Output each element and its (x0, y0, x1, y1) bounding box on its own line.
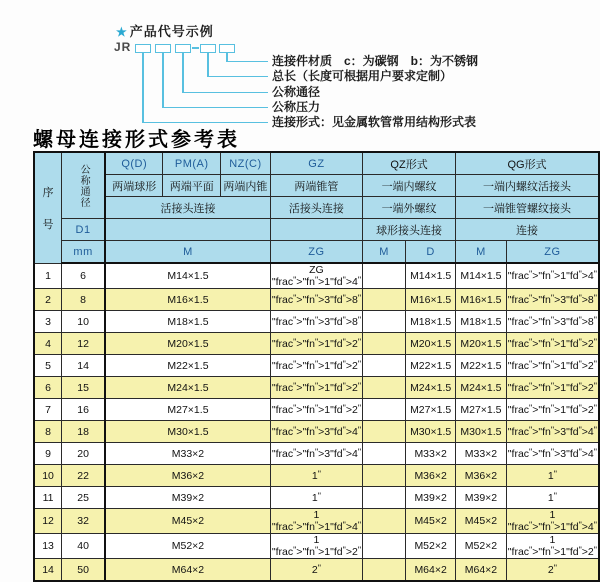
cell-qg-m: M20×1.5 (456, 333, 507, 355)
cell-qz-m (363, 311, 406, 333)
cell-qg-zg: "frac">"fn">1"fd">2" (506, 399, 599, 421)
cell-thread-zg: "frac">"fn">3"fd">8" (270, 311, 362, 333)
table-row (34, 509, 599, 534)
cell-thread-m: M16×1.5 (105, 289, 270, 311)
cell-seq: 10 (34, 465, 62, 487)
cell-qz-d: M39×2 (406, 487, 456, 509)
cell-qg-zg: 1" (506, 487, 599, 509)
connector-line (207, 53, 209, 77)
cell-thread-zg: "frac">"fn">1"fd">2" (270, 333, 362, 355)
header-thread-m: M (105, 241, 270, 264)
header-code-qz: QZ形式 (363, 152, 456, 175)
table-row (34, 465, 599, 487)
cell-qg-m: M27×1.5 (456, 399, 507, 421)
cell-seq: 7 (34, 399, 62, 421)
cell-qz-d: M64×2 (406, 559, 456, 582)
cell-thread-zg: "frac">"fn">3"fd">4" (270, 443, 362, 465)
code-dash (192, 47, 199, 49)
connector-line (182, 92, 268, 94)
header-code-nz: NZ(C) (220, 152, 270, 175)
cell-qz-m (363, 534, 406, 559)
star-icon: ★ (116, 25, 128, 39)
cell-thread-m: M14×1.5 (105, 263, 270, 289)
cell-qz-d: M30×1.5 (406, 421, 456, 443)
cell-qg-zg: 1 "frac">"fn">1"fd">4" (506, 509, 599, 534)
header-qg-connection: 连接 (456, 219, 599, 241)
code-box-3 (175, 44, 191, 53)
cell-thread-zg: 2" (270, 559, 362, 582)
cell-qg-m: M52×2 (456, 534, 507, 559)
header-empty-gz (270, 219, 362, 241)
header-desc-qg: 一端内螺纹活接头 (456, 175, 599, 197)
diagram-label-diameter: 公称通径 (272, 85, 321, 99)
table-body (34, 263, 599, 581)
code-prefix: JR (114, 40, 132, 54)
table-row (34, 534, 599, 559)
cell-qz-d: M24×1.5 (406, 377, 456, 399)
cell-nominal-mm: 25 (62, 487, 106, 509)
cell-qz-d: M27×1.5 (406, 399, 456, 421)
cell-seq: 9 (34, 443, 62, 465)
cell-qz-d: M14×1.5 (406, 263, 456, 289)
cell-qg-zg: "frac">"fn">1"fd">2" (506, 377, 599, 399)
header-code-q: Q(D) (105, 152, 163, 175)
cell-thread-m: M52×2 (105, 534, 270, 559)
cell-nominal-mm: 22 (62, 465, 106, 487)
product-code-heading-text: 产品代号示例 (129, 24, 214, 39)
cell-nominal-mm: 14 (62, 355, 106, 377)
cell-nominal-mm: 18 (62, 421, 106, 443)
cell-thread-zg: "frac">"fn">1"fd">2" (270, 377, 362, 399)
cell-seq: 1 (34, 263, 62, 289)
cell-thread-zg: 1 "frac">"fn">1"fd">2" (271, 534, 362, 558)
cell-nominal-mm: 6 (62, 263, 106, 289)
connector-line (162, 107, 268, 109)
cell-qg-m: M64×2 (456, 559, 507, 582)
cell-nominal-mm: 16 (62, 399, 106, 421)
cell-qg-zg: "frac">"fn">1"fd">2" (506, 355, 599, 377)
cell-thread-zg: ZG "frac">"fn">1"fd">4" (271, 264, 362, 288)
cell-thread-m: M64×2 (105, 559, 270, 582)
cell-thread-zg: "frac">"fn">3"fd">8" (270, 289, 362, 311)
cell-nominal-mm: 8 (62, 289, 106, 311)
cell-qz-d: M52×2 (406, 534, 456, 559)
cell-qg-m: M30×1.5 (456, 421, 507, 443)
cell-qz-m (363, 559, 406, 582)
header-nominal-diameter: 公称通径 (62, 152, 106, 219)
diagram-label-pressure: 公称压力 (272, 100, 321, 114)
header-gz-connection: 活接头连接 (270, 197, 362, 219)
cell-qz-m (363, 509, 406, 534)
table-row (34, 377, 599, 399)
cell-nominal-mm: 32 (62, 509, 106, 534)
header-qz-m: M (363, 241, 406, 264)
cell-qg-m: M16×1.5 (456, 289, 507, 311)
cell-qz-m (363, 377, 406, 399)
cell-thread-zg: "frac">"fn">1"fd">2" (270, 399, 362, 421)
header-seq-char1: 序 (42, 186, 54, 199)
cell-qg-zg: "frac">"fn">1"fd">2" (506, 333, 599, 355)
product-code-heading (116, 21, 214, 40)
header-thread-zg: ZG (270, 241, 362, 264)
cell-thread-zg: 1" (270, 487, 362, 509)
connector-line (226, 61, 268, 63)
cell-seq: 14 (34, 559, 62, 582)
cell-qg-zg: 1 "frac">"fn">1"fd">2" (506, 534, 599, 559)
cell-nominal-mm: 20 (62, 443, 106, 465)
cell-qg-zg: 2" (506, 559, 599, 582)
nut-connection-table (33, 151, 600, 582)
cell-qz-d: M33×2 (406, 443, 456, 465)
header-desc2-qg: 一端锥管螺纹接头 (456, 197, 599, 219)
cell-qg-m: M36×2 (456, 465, 507, 487)
cell-thread-zg: "frac">"fn">3"fd">4" (270, 421, 362, 443)
cell-seq: 12 (34, 509, 62, 534)
header-desc-nz: 两端内锥 (220, 175, 270, 197)
table-row (34, 399, 599, 421)
cell-seq: 4 (34, 333, 62, 355)
table-row (34, 289, 599, 311)
header-code-gz: GZ (270, 152, 362, 175)
cell-qz-d: M20×1.5 (406, 333, 456, 355)
code-box-4 (200, 44, 216, 53)
cell-thread-m: M22×1.5 (105, 355, 270, 377)
header-desc-gz: 两端锥管 (270, 175, 362, 197)
cell-thread-m: M30×1.5 (105, 421, 270, 443)
cell-qg-m: M45×2 (456, 509, 507, 534)
cell-thread-m: M24×1.5 (105, 377, 270, 399)
header-seq-char2: 号 (42, 218, 54, 231)
header-desc-q: 两端球形 (105, 175, 163, 197)
header-desc-pm: 两端平面 (163, 175, 221, 197)
cell-nominal-mm: 12 (62, 333, 106, 355)
header-unit-mm: mm (62, 241, 106, 264)
cell-qg-zg: "frac">"fn">3"fd">4" (506, 443, 599, 465)
cell-qg-m: M14×1.5 (456, 263, 507, 289)
connector-line (142, 53, 144, 123)
cell-qg-m: M18×1.5 (456, 311, 507, 333)
cell-qz-d: M36×2 (406, 465, 456, 487)
cell-qg-zg: "frac">"fn">1"fd">4" (506, 263, 599, 289)
table-row (34, 263, 599, 289)
cell-nominal-mm: 15 (62, 377, 106, 399)
cell-seq: 13 (34, 534, 62, 559)
cell-seq: 3 (34, 311, 62, 333)
header-empty-left (105, 219, 270, 241)
cell-qg-m: M39×2 (456, 487, 507, 509)
header-union-connection: 活接头连接 (105, 197, 270, 219)
cell-qz-m (363, 355, 406, 377)
cell-qz-m (363, 333, 406, 355)
cell-qz-m (363, 289, 406, 311)
cell-thread-zg: "frac">"fn">1"fd">2" (270, 355, 362, 377)
cell-qg-m: M22×1.5 (456, 355, 507, 377)
table-row (34, 311, 599, 333)
cell-qz-m (363, 399, 406, 421)
cell-nominal-mm: 50 (62, 559, 106, 582)
connector-line (162, 53, 164, 108)
header-desc-qz: 一端内螺纹 (363, 175, 456, 197)
cell-qz-d: M18×1.5 (406, 311, 456, 333)
table-header (34, 152, 599, 263)
cell-qz-m (363, 263, 406, 289)
cell-thread-m: M18×1.5 (105, 311, 270, 333)
cell-thread-m: M33×2 (105, 443, 270, 465)
cell-nominal-mm: 40 (62, 534, 106, 559)
header-qg-zg: ZG (506, 241, 599, 264)
cell-seq: 8 (34, 421, 62, 443)
header-seq (34, 152, 62, 263)
table-row (34, 421, 599, 443)
header-code-qg: QG形式 (456, 152, 599, 175)
header-qg-m: M (456, 241, 507, 264)
cell-qz-d: M16×1.5 (406, 289, 456, 311)
code-box-1 (135, 44, 151, 53)
cell-thread-m: M20×1.5 (105, 333, 270, 355)
cell-qz-m (363, 443, 406, 465)
cell-seq: 6 (34, 377, 62, 399)
cell-seq: 11 (34, 487, 62, 509)
header-desc2-qz: 一端外螺纹 (363, 197, 456, 219)
diagram-label-length: 总长（长度可根据用户要求定制） (272, 69, 453, 83)
cell-thread-zg: 1" (270, 465, 362, 487)
code-box-5 (219, 44, 235, 53)
diagram-label-connection: 连接形式：见金属软管常用结构形式表 (272, 115, 477, 129)
cell-seq: 5 (34, 355, 62, 377)
header-code-pm: PM(A) (163, 152, 221, 175)
cell-thread-m: M45×2 (105, 509, 270, 534)
code-box-2 (155, 44, 171, 53)
cell-qg-zg: "frac">"fn">3"fd">4" (506, 421, 599, 443)
cell-qg-zg: 1" (506, 465, 599, 487)
cell-thread-zg: 1 "frac">"fn">1"fd">4" (271, 509, 362, 533)
cell-qz-d: M22×1.5 (406, 355, 456, 377)
cell-thread-m: M36×2 (105, 465, 270, 487)
cell-qg-zg: "frac">"fn">3"fd">8" (506, 311, 599, 333)
cell-qz-m (363, 421, 406, 443)
header-qz-d: D (406, 241, 456, 264)
table-row (34, 443, 599, 465)
cell-nominal-mm: 10 (62, 311, 106, 333)
cell-thread-m: M39×2 (105, 487, 270, 509)
cell-qz-m (363, 465, 406, 487)
table-row (34, 559, 599, 582)
cell-seq: 2 (34, 289, 62, 311)
diagram-label-material: 连接件材质 c：为碳钢 b：为不锈钢 (272, 54, 479, 68)
cell-qz-d: M45×2 (406, 509, 456, 534)
table-row (34, 487, 599, 509)
table-row (34, 333, 599, 355)
table-title: 螺母连接形式参考表 (33, 127, 240, 151)
connector-line (182, 53, 184, 93)
cell-qg-m: M33×2 (456, 443, 507, 465)
cell-thread-m: M27×1.5 (105, 399, 270, 421)
cell-qg-m: M24×1.5 (456, 377, 507, 399)
header-qz-connection: 球形接头连接 (363, 219, 456, 241)
connector-line (207, 76, 268, 78)
cell-qz-m (363, 487, 406, 509)
cell-qg-zg: "frac">"fn">3"fd">8" (506, 289, 599, 311)
header-d1: D1 (62, 219, 106, 241)
table-row (34, 355, 599, 377)
